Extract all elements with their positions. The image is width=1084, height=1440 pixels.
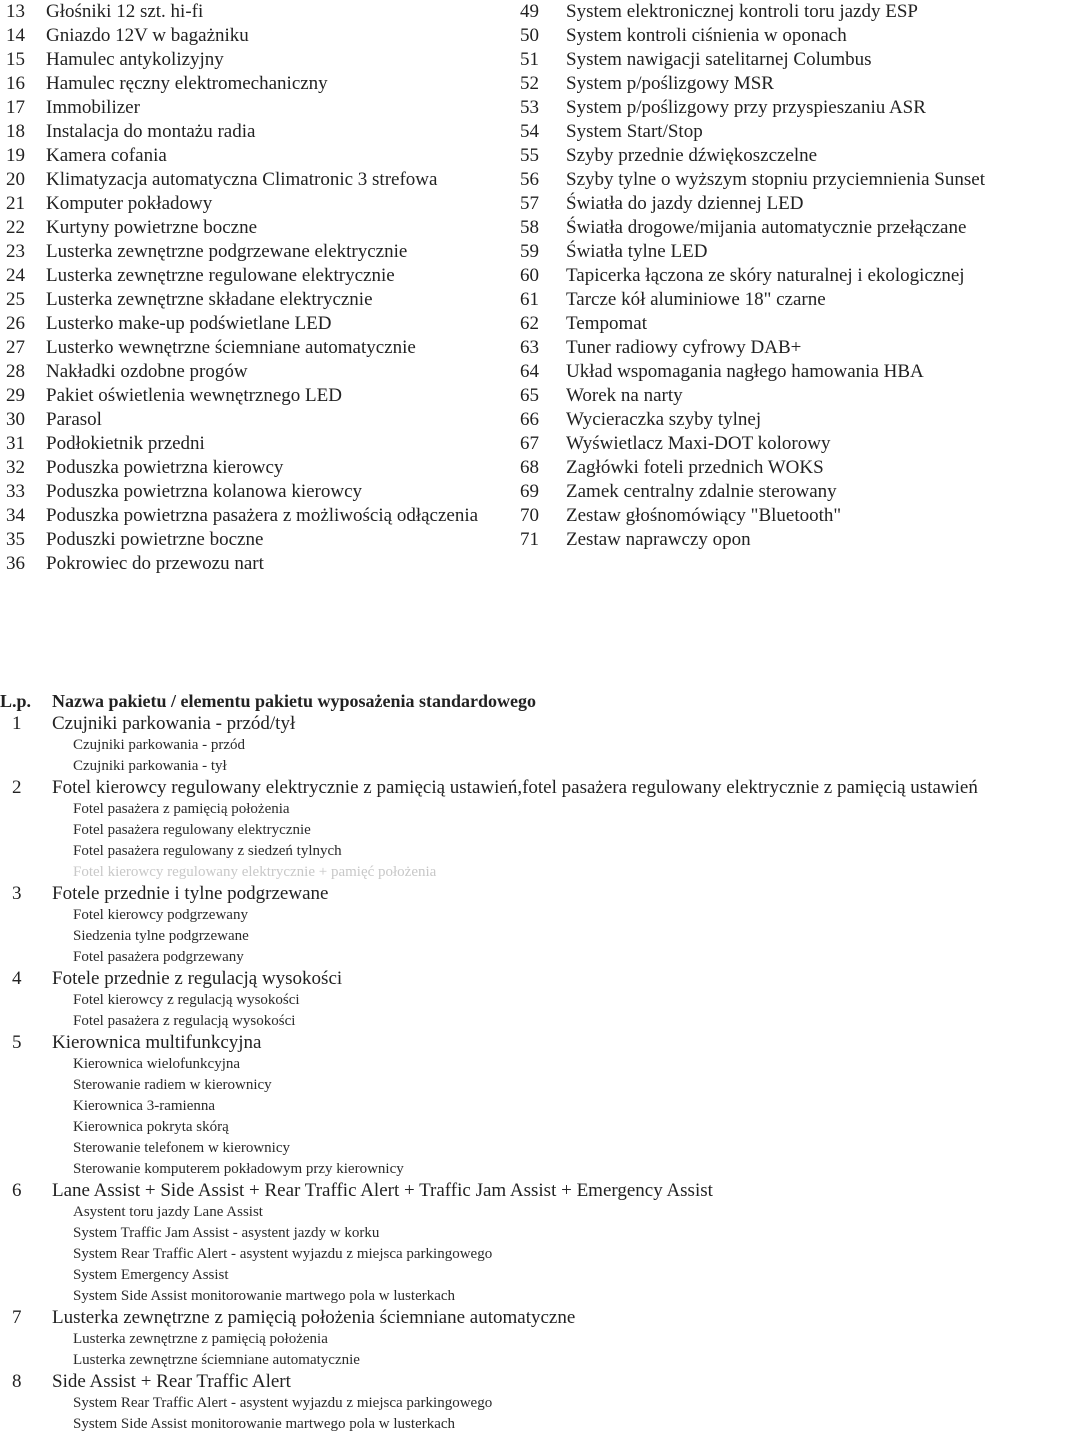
- item-number: 55: [520, 145, 539, 166]
- equipment-item-right: [514, 408, 1084, 432]
- package-number: 7: [12, 1307, 22, 1328]
- package-number: 3: [12, 883, 22, 904]
- equipment-item-left: [0, 48, 514, 72]
- item-name: Lusterko make-up podświetlane LED: [46, 313, 332, 334]
- item-number: 24: [6, 265, 25, 286]
- equipment-item-right: [514, 0, 1084, 24]
- item-number: 67: [520, 433, 539, 454]
- package-row: [0, 713, 1084, 735]
- equipment-item-left: [0, 240, 514, 264]
- item-name: Zestaw naprawczy opon: [566, 529, 751, 550]
- equipment-row: [0, 168, 1084, 192]
- package-name: Fotele przednie z regulacją wysokości: [52, 968, 343, 989]
- package-element: Czujniki parkowania - tył: [73, 758, 227, 774]
- package-element: Czujniki parkowania - przód: [73, 737, 246, 753]
- item-name: Tempomat: [566, 313, 647, 334]
- package-element: Siedzenia tylne podgrzewane: [73, 928, 249, 944]
- equipment-item-left: [0, 432, 514, 456]
- package: [0, 883, 1084, 968]
- equipment-item-right: [514, 216, 1084, 240]
- item-name: Kamera cofania: [46, 145, 167, 166]
- item-name: System nawigacji satelitarnej Columbus: [566, 49, 872, 70]
- item-name: Poduszka powietrzna kierowcy: [46, 457, 284, 478]
- package-row: [0, 1307, 1084, 1329]
- equipment-row: [0, 24, 1084, 48]
- package-row: [0, 1032, 1084, 1054]
- package-element: Kierownica pokryta skórą: [73, 1119, 229, 1135]
- item-number: 52: [520, 73, 539, 94]
- item-number: 70: [520, 505, 539, 526]
- item-number: 30: [6, 409, 25, 430]
- item-number: 19: [6, 145, 25, 166]
- equipment-item-left: [0, 96, 514, 120]
- item-name: Podłokietnik przedni: [46, 433, 205, 454]
- equipment-item-left: [0, 552, 514, 576]
- package-name: Lusterka zewnętrzne z pamięcią położenia ściemniane automatyczne: [52, 1307, 576, 1328]
- equipment-row: [0, 144, 1084, 168]
- item-name: Nakładki ozdobne progów: [46, 361, 248, 382]
- item-number: 69: [520, 481, 539, 502]
- equipment-item-left: [0, 168, 514, 192]
- equipment-row: [0, 120, 1084, 144]
- item-number: 15: [6, 49, 25, 70]
- package-element: System Side Assist monitorowanie martwego pola w lusterkach: [73, 1416, 456, 1432]
- equipment-item-right: [514, 528, 1084, 552]
- equipment-item-right: [514, 384, 1084, 408]
- item-name: System p/poślizgowy przy przyspieszaniu ASR: [566, 97, 926, 118]
- item-number: 14: [6, 25, 25, 46]
- package-element: Fotel pasażera podgrzewany: [73, 949, 244, 965]
- package: [0, 777, 1084, 883]
- item-name: Pakiet oświetlenia wewnętrznego LED: [46, 385, 342, 406]
- item-name: Worek na narty: [566, 385, 683, 406]
- package-element: Fotel kierowcy podgrzewany: [73, 907, 248, 923]
- equipment-row: [0, 384, 1084, 408]
- standard-packages-section: [0, 689, 1084, 1435]
- item-number: 23: [6, 241, 25, 262]
- item-name: Gniazdo 12V w bagażniku: [46, 25, 249, 46]
- package: [0, 713, 1084, 777]
- item-name: Pokrowiec do przewozu nart: [46, 553, 264, 574]
- item-name: Instalacja do montażu radia: [46, 121, 256, 142]
- item-number: 57: [520, 193, 539, 214]
- equipment-item-right: [514, 288, 1084, 312]
- packages-table-header: [0, 689, 1084, 713]
- equipment-row: [0, 408, 1084, 432]
- package-number: 1: [12, 713, 22, 734]
- package-element: Kierownica wielofunkcyjna: [73, 1056, 241, 1072]
- equipment-item-right: [514, 120, 1084, 144]
- equipment-item-right: [514, 432, 1084, 456]
- package-element: System Side Assist monitorowanie martwego pola w lusterkach: [73, 1288, 456, 1304]
- equipment-item-right: [514, 264, 1084, 288]
- item-number: 21: [6, 193, 25, 214]
- equipment-item-right: [514, 24, 1084, 48]
- package-element: Lusterka zewnętrzne z pamięcią położenia: [73, 1331, 328, 1347]
- item-number: 33: [6, 481, 25, 502]
- item-name: Głośniki 12 szt. hi-fi: [46, 1, 204, 22]
- equipment-item-right: [514, 168, 1084, 192]
- item-name: System kontroli ciśnienia w oponach: [566, 25, 847, 46]
- package-element: Lusterka zewnętrzne ściemniane automatycznie: [73, 1352, 360, 1368]
- equipment-item-left: [0, 120, 514, 144]
- item-name: Immobilizer: [46, 97, 140, 118]
- header-title: Nazwa pakietu / elementu pakietu wyposażenia standardowego: [52, 691, 537, 711]
- equipment-item-right: [514, 312, 1084, 336]
- package: [0, 1180, 1084, 1307]
- item-name: System p/poślizgowy MSR: [566, 73, 774, 94]
- equipment-item-right: [514, 504, 1084, 528]
- equipment-item-left: [0, 216, 514, 240]
- equipment-item-left: [0, 144, 514, 168]
- item-number: 18: [6, 121, 25, 142]
- item-name: Poduszki powietrzne boczne: [46, 529, 264, 550]
- equipment-item-left: [0, 288, 514, 312]
- package-number: 2: [12, 777, 22, 798]
- package-name: Kierownica multifunkcyjna: [52, 1032, 262, 1053]
- header-lp: L.p.: [0, 691, 32, 711]
- package-name: Fotel kierowcy regulowany elektrycznie z pamięcią ustawień,fotel pasażera regulowany elektrycznie z pamięcią ustawień: [52, 777, 978, 798]
- equipment-row: [0, 288, 1084, 312]
- equipment-item-left: [0, 24, 514, 48]
- item-number: 36: [6, 553, 25, 574]
- package-element-faded: Fotel kierowcy regulowany elektrycznie + pamięć położenia: [73, 864, 437, 880]
- equipment-item-left: [0, 456, 514, 480]
- item-name: Szyby tylne o wyższym stopniu przyciemnienia Sunset: [566, 169, 985, 190]
- item-name: System Start/Stop: [566, 121, 703, 142]
- equipment-row: [0, 264, 1084, 288]
- equipment-row: [0, 432, 1084, 456]
- item-number: 51: [520, 49, 539, 70]
- package-name: Fotele przednie i tylne podgrzewane: [52, 883, 329, 904]
- equipment-row: [0, 48, 1084, 72]
- package-number: 8: [12, 1371, 22, 1392]
- item-name: Tuner radiowy cyfrowy DAB+: [566, 337, 802, 358]
- package-element: Asystent toru jazdy Lane Assist: [73, 1204, 263, 1220]
- item-number: 28: [6, 361, 25, 382]
- package: [0, 1032, 1084, 1180]
- equipment-item-right: [514, 48, 1084, 72]
- equipment-row: [0, 360, 1084, 384]
- equipment-row: [0, 0, 1084, 24]
- equipment-row: [0, 240, 1084, 264]
- equipment-item-right: [514, 144, 1084, 168]
- standard-equipment-list: [0, 0, 1084, 576]
- equipment-item-left: [0, 360, 514, 384]
- equipment-item-right: [514, 192, 1084, 216]
- package-number: 4: [12, 968, 22, 989]
- item-number: 17: [6, 97, 25, 118]
- item-number: 49: [520, 1, 539, 22]
- item-name: Parasol: [46, 409, 102, 430]
- item-number: 31: [6, 433, 25, 454]
- equipment-row: [0, 528, 1084, 552]
- item-number: 58: [520, 217, 539, 238]
- item-name: Światła drogowe/mijania automatycznie przełączane: [566, 217, 967, 238]
- equipment-item-left: [0, 528, 514, 552]
- package: [0, 1307, 1084, 1371]
- package-element: Sterowanie radiem w kierownicy: [73, 1077, 272, 1093]
- equipment-row: [0, 480, 1084, 504]
- item-number: 27: [6, 337, 25, 358]
- item-name: Poduszka powietrzna kolanowa kierowcy: [46, 481, 363, 502]
- item-number: 34: [6, 505, 25, 526]
- item-number: 29: [6, 385, 25, 406]
- equipment-item-right: [514, 96, 1084, 120]
- item-name: Komputer pokładowy: [46, 193, 213, 214]
- equipment-item-left: [0, 312, 514, 336]
- equipment-item-right: [514, 72, 1084, 96]
- package-name: Lane Assist + Side Assist + Rear Traffic Alert + Traffic Jam Assist + Emergency Assist: [52, 1180, 713, 1201]
- equipment-row: [0, 336, 1084, 360]
- item-name: Wycieraczka szyby tylnej: [566, 409, 762, 430]
- item-number: 13: [6, 1, 25, 22]
- equipment-item-right: [514, 480, 1084, 504]
- item-name: Kurtyny powietrzne boczne: [46, 217, 258, 238]
- item-number: 60: [520, 265, 539, 286]
- item-number: 68: [520, 457, 539, 478]
- package-row: [0, 777, 1084, 799]
- equipment-row: [0, 96, 1084, 120]
- item-name: System elektronicznej kontroli toru jazdy ESP: [566, 1, 918, 22]
- package-element: Sterowanie komputerem pokładowym przy kierownicy: [73, 1161, 404, 1177]
- package-element: System Rear Traffic Alert - asystent wyjazdu z miejsca parkingowego: [73, 1395, 493, 1411]
- equipment-row: [0, 504, 1084, 528]
- item-name: Układ wspomagania nagłego hamowania HBA: [566, 361, 924, 382]
- equipment-item-left: [0, 480, 514, 504]
- equipment-item-left: [0, 384, 514, 408]
- package-row: [0, 968, 1084, 990]
- equipment-item-right: [514, 360, 1084, 384]
- equipment-item-left: [0, 504, 514, 528]
- equipment-item-left: [0, 264, 514, 288]
- item-number: 50: [520, 25, 539, 46]
- item-number: 16: [6, 73, 25, 94]
- item-name: Poduszka powietrzna pasażera z możliwością odłączenia: [46, 505, 479, 526]
- item-number: 63: [520, 337, 539, 358]
- package-row: [0, 883, 1084, 905]
- item-number: 54: [520, 121, 539, 142]
- equipment-row: [0, 216, 1084, 240]
- item-number: 53: [520, 97, 539, 118]
- package-element: Sterowanie telefonem w kierownicy: [73, 1140, 291, 1156]
- package: [0, 1371, 1084, 1435]
- item-name: Światła tylne LED: [566, 241, 708, 262]
- item-number: 65: [520, 385, 539, 406]
- item-name: Szyby przednie dźwiękoszczelne: [566, 145, 818, 166]
- item-name: Zagłówki foteli przednich WOKS: [566, 457, 824, 478]
- package-number: 6: [12, 1180, 22, 1201]
- item-name: Lusterka zewnętrzne podgrzewane elektrycznie: [46, 241, 408, 262]
- item-number: 59: [520, 241, 539, 262]
- item-name: Hamulec ręczny elektromechaniczny: [46, 73, 328, 94]
- equipment-item-left: [0, 336, 514, 360]
- item-number: 22: [6, 217, 25, 238]
- equipment-row: [0, 192, 1084, 216]
- package-element: System Emergency Assist: [73, 1267, 229, 1283]
- item-number: 61: [520, 289, 539, 310]
- equipment-row: [0, 72, 1084, 96]
- item-number: 71: [520, 529, 539, 550]
- equipment-item-right: [514, 336, 1084, 360]
- equipment-row: [0, 456, 1084, 480]
- package-element: System Rear Traffic Alert - asystent wyjazdu z miejsca parkingowego: [73, 1246, 493, 1262]
- package: [0, 968, 1084, 1032]
- item-number: 32: [6, 457, 25, 478]
- equipment-item-right: [514, 456, 1084, 480]
- package-row: [0, 1371, 1084, 1393]
- equipment-item-left: [0, 0, 514, 24]
- item-number: 64: [520, 361, 539, 382]
- item-name: Światła do jazdy dziennej LED: [566, 193, 804, 214]
- equipment-item-left: [0, 72, 514, 96]
- item-name: Lusterka zewnętrzne składane elektrycznie: [46, 289, 373, 310]
- item-number: 25: [6, 289, 25, 310]
- equipment-row: [0, 552, 1084, 576]
- package-element: System Traffic Jam Assist - asystent jazdy w korku: [73, 1225, 380, 1241]
- item-name: Wyświetlacz Maxi-DOT kolorowy: [566, 433, 831, 454]
- package-element: Fotel pasażera z regulacją wysokości: [73, 1013, 296, 1029]
- package-name: Side Assist + Rear Traffic Alert: [52, 1371, 291, 1392]
- equipment-item-left: [0, 408, 514, 432]
- package-element: Fotel pasażera regulowany elektrycznie: [73, 822, 311, 838]
- item-name: Zamek centralny zdalnie sterowany: [566, 481, 837, 502]
- package-element: Fotel pasażera regulowany z siedzeń tylnych: [73, 843, 342, 859]
- item-name: Zestaw głośnomówiący "Bluetooth": [566, 505, 842, 526]
- item-number: 62: [520, 313, 539, 334]
- packages-list: [0, 713, 1084, 1435]
- package-element: Kierownica 3-ramienna: [73, 1098, 216, 1114]
- package-element: Fotel kierowcy z regulacją wysokości: [73, 992, 300, 1008]
- equipment-row: [0, 312, 1084, 336]
- package-name: Czujniki parkowania - przód/tył: [52, 713, 296, 734]
- item-name: Tarcze kół aluminiowe 18" czarne: [566, 289, 826, 310]
- equipment-item-left: [0, 192, 514, 216]
- equipment-item-right: [514, 552, 1084, 576]
- item-name: Klimatyzacja automatyczna Climatronic 3 strefowa: [46, 169, 438, 190]
- item-number: 66: [520, 409, 539, 430]
- package-element: Fotel pasażera z pamięcią położenia: [73, 801, 290, 817]
- item-name: Hamulec antykolizyjny: [46, 49, 224, 70]
- item-number: 35: [6, 529, 25, 550]
- equipment-item-right: [514, 240, 1084, 264]
- package-row: [0, 1180, 1084, 1202]
- item-number: 20: [6, 169, 25, 190]
- item-name: Lusterko wewnętrzne ściemniane automatycznie: [46, 337, 416, 358]
- item-number: 26: [6, 313, 25, 334]
- item-name: Lusterka zewnętrzne regulowane elektrycznie: [46, 265, 395, 286]
- package-number: 5: [12, 1032, 22, 1053]
- item-number: 56: [520, 169, 539, 190]
- item-name: Tapicerka łączona ze skóry naturalnej i ekologicznej: [566, 265, 965, 286]
